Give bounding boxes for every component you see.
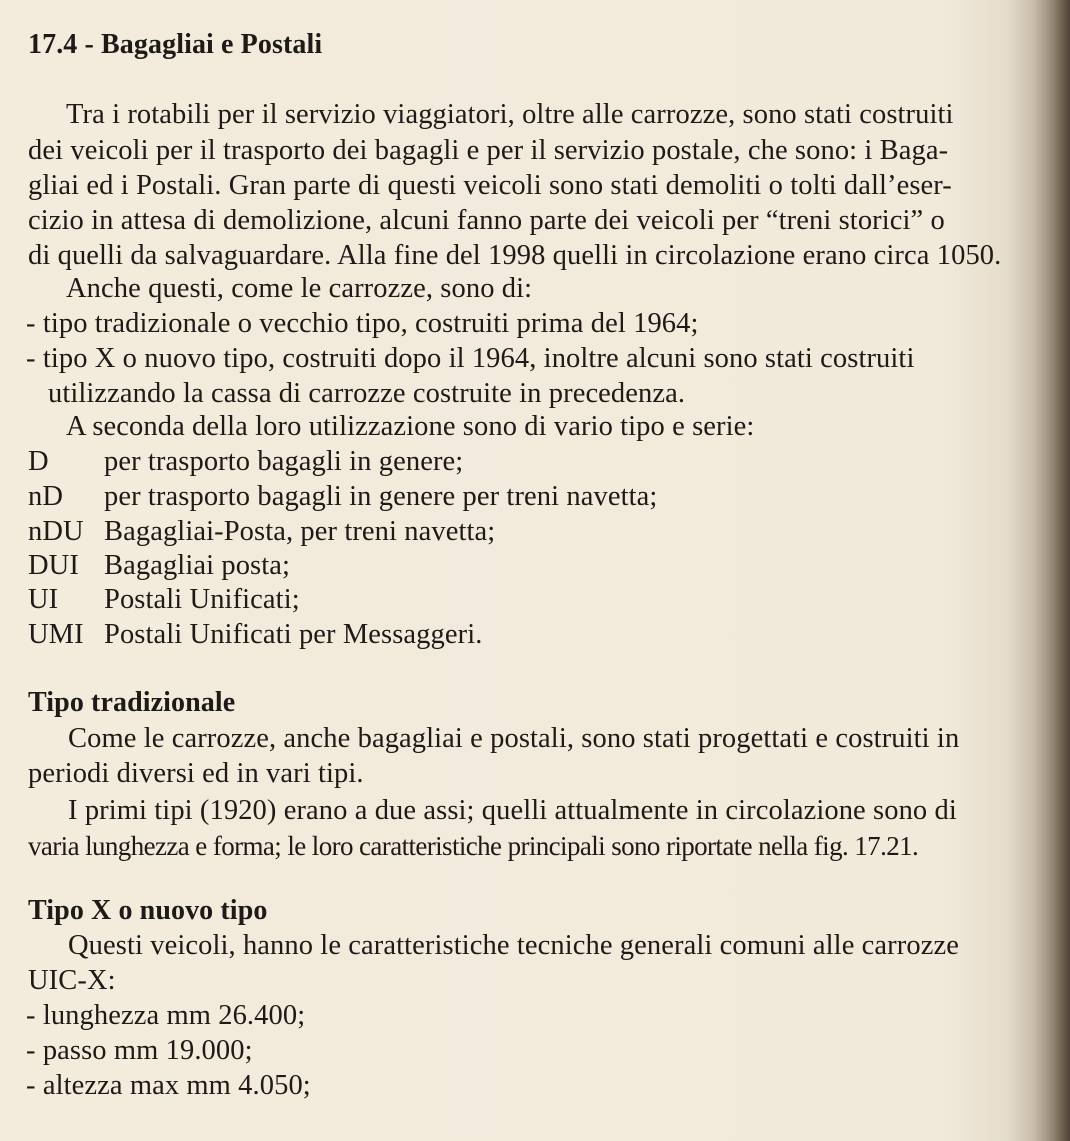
traditional-line-1: Come le carrozze, anche bagagliai e postali, sono stati progettati e costruiti in bbox=[68, 723, 960, 754]
series-desc: Bagagliai-Posta, per treni navetta; bbox=[104, 516, 496, 547]
series-row bbox=[28, 549, 290, 583]
series-code: DUI bbox=[28, 550, 79, 581]
binding-shadow bbox=[1034, 0, 1070, 1141]
intro-line-3: gliai ed i Postali. Gran parte di questi veicoli sono stati demoliti o tolti dall’eser- bbox=[28, 170, 952, 201]
series-intro: A seconda della loro utilizzazione sono di vario tipo e serie: bbox=[66, 411, 755, 442]
spec-item: - altezza max mm 4.050; bbox=[26, 1070, 311, 1101]
intro-line-2: dei veicoli per il trasporto dei bagagli e per il servizio postale, che sono: i Baga- bbox=[28, 135, 949, 166]
newtype-line-1: Questi veicoli, hanno le caratteristiche tecniche generali comuni alle carrozze bbox=[68, 930, 959, 961]
series-row bbox=[28, 480, 657, 514]
series-desc: Postali Unificati per Messaggeri. bbox=[104, 619, 483, 650]
series-row bbox=[28, 445, 463, 479]
section-title: 17.4 - Bagagliai e Postali bbox=[28, 29, 323, 60]
traditional-line-2: periodi diversi ed in vari tipi. bbox=[28, 758, 364, 789]
series-row bbox=[28, 618, 482, 652]
traditional-line-3: I primi tipi (1920) erano a due assi; quelli attualmente in circolazione sono di bbox=[68, 795, 957, 826]
series-desc: per trasporto bagagli in genere; bbox=[104, 446, 464, 477]
series-code: nDU bbox=[28, 516, 84, 547]
series-code: UI bbox=[28, 584, 59, 615]
newtype-line-2: UIC-X: bbox=[28, 965, 116, 996]
traditional-line-4: varia lunghezza e forma; le loro caratteristiche principali sono riportate nella fig. 17.21. bbox=[28, 831, 919, 861]
series-desc: Postali Unificati; bbox=[104, 584, 300, 615]
newtype-heading: Tipo X o nuovo tipo bbox=[28, 895, 268, 926]
spec-item: - lunghezza mm 26.400; bbox=[26, 1000, 306, 1031]
series-row bbox=[28, 583, 300, 617]
intro-line-5: di quelli da salvaguardare. Alla fine del 1998 quelli in circolazione erano circa 1050. bbox=[28, 240, 1002, 271]
series-row bbox=[28, 515, 495, 549]
intro-line-1: Tra i rotabili per il servizio viaggiatori, oltre alle carrozze, sono stati costruiti bbox=[66, 99, 954, 130]
series-code: D bbox=[28, 446, 49, 477]
series-desc: Bagagliai posta; bbox=[104, 550, 291, 581]
type-item-x-continued: utilizzando la cassa di carrozze costruite in precedenza. bbox=[48, 378, 686, 409]
spec-item: - passo mm 19.000; bbox=[26, 1035, 253, 1066]
intro-line-4: cizio in attesa di demolizione, alcuni fanno parte dei veicoli per “treni storici” o bbox=[28, 205, 945, 236]
traditional-heading: Tipo tradizionale bbox=[28, 687, 236, 718]
type-item-traditional: - tipo tradizionale o vecchio tipo, costruiti prima del 1964; bbox=[26, 308, 699, 339]
series-code: nD bbox=[28, 481, 64, 512]
type-item-x: - tipo X o nuovo tipo, costruiti dopo il 1964, inoltre alcuni sono stati costruiti bbox=[26, 343, 915, 374]
intro-line-6: Anche questi, come le carrozze, sono di: bbox=[66, 273, 533, 304]
series-code: UMI bbox=[28, 619, 84, 650]
series-desc: per trasporto bagagli in genere per treni navetta; bbox=[104, 481, 658, 512]
